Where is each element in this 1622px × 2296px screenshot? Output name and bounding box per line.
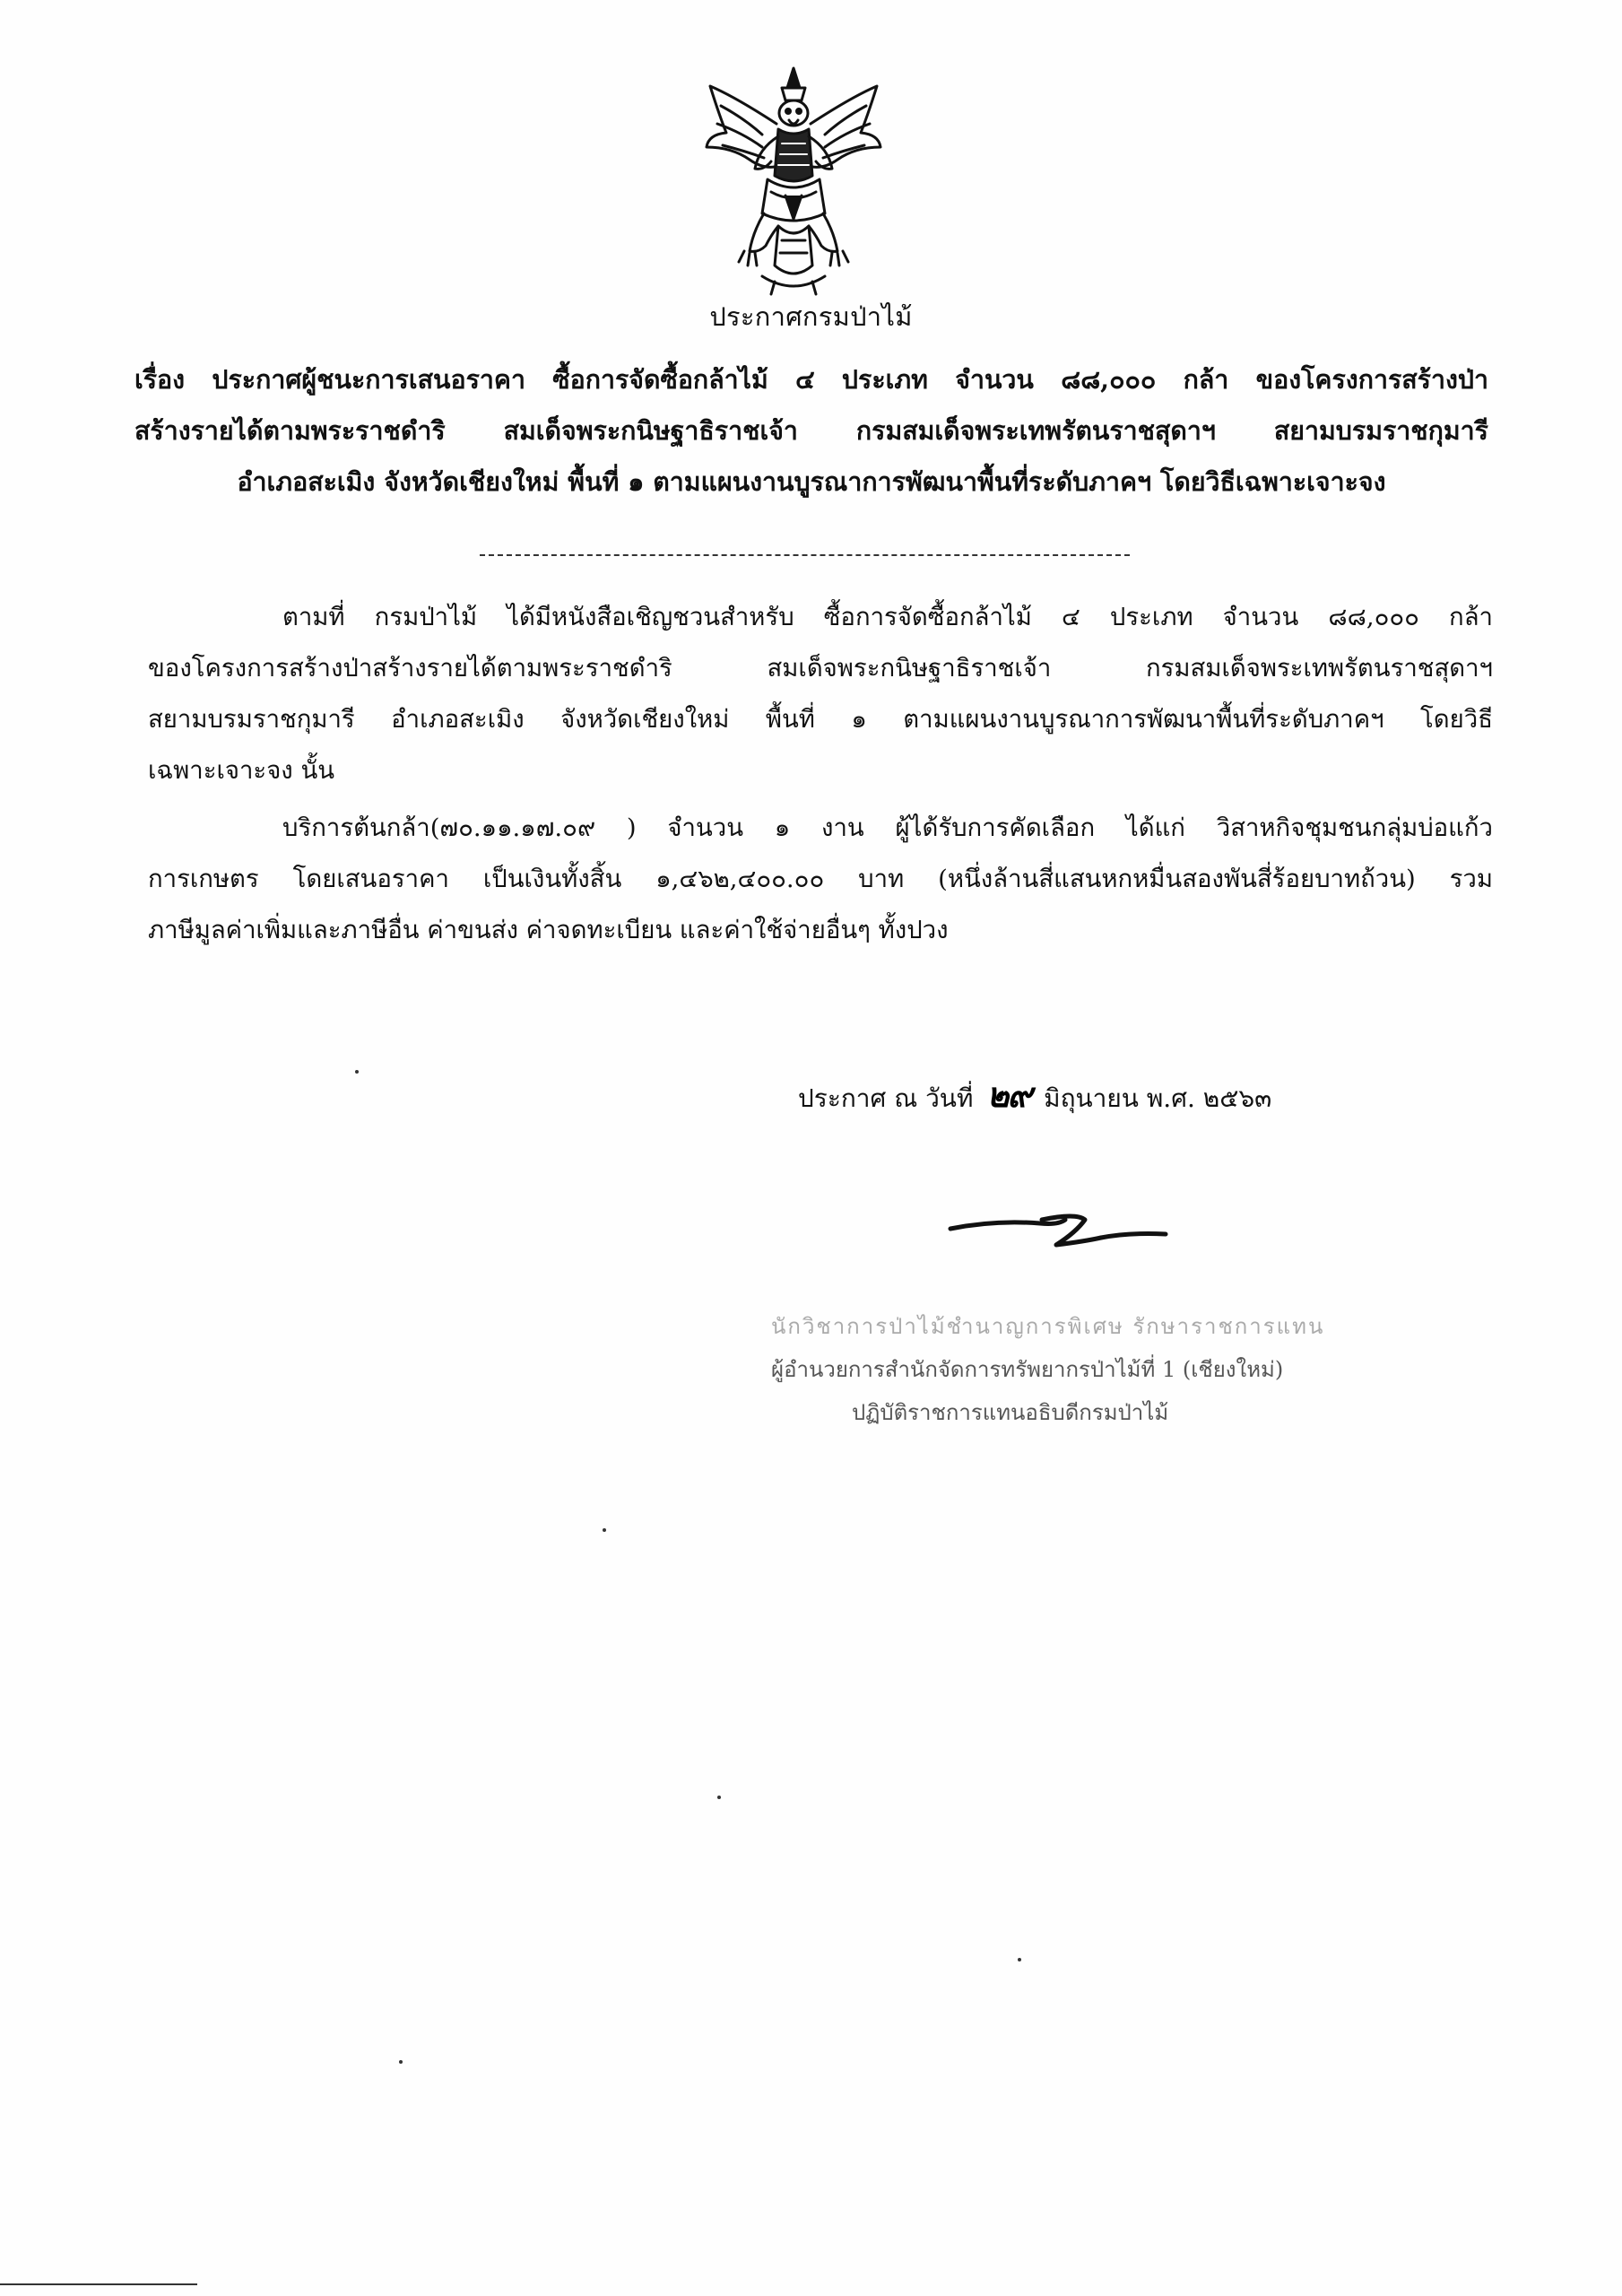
document-heading: ประกาศกรมป่าไม้	[709, 301, 913, 332]
signatory-line-1: นักวิชาการป่าไม้ชำนาญการพิเศษ รักษาราชการแทน	[771, 1314, 1325, 1339]
paragraph1-line-4: เฉพาะเจาะจง นั้น	[148, 756, 335, 785]
date-day-handwritten: ๒๙	[986, 1074, 1031, 1115]
dashed-divider	[480, 554, 1130, 556]
subject-line-3: อำเภอสะเมิง จังหวัดเชียงใหม่ พื้นที่ ๑ ตามแผนงานบูรณาการพัฒนาพื้นที่ระดับภาคฯ โดยวิธีเฉพาะเจาะจง	[237, 466, 1386, 497]
paragraph1-line-2: ของโครงการสร้างป่าสร้างรายได้ตามพระราชดำริ สมเด็จพระกนิษฐาธิราชเจ้า กรมสมเด็จพระเทพรัตนราชสุดาฯ	[148, 654, 1493, 683]
paragraph2-line-3: ภาษีมูลค่าเพิ่มและภาษีอื่น ค่าขนส่ง ค่าจดทะเบียน และค่าใช้จ่ายอื่นๆ ทั้งปวง	[148, 916, 949, 944]
announcement-date	[798, 1067, 1271, 1122]
paragraph1-line-3: สยามบรมราชกุมารี อำเภอสะเมิง จังหวัดเชียงใหม่ พื้นที่ ๑ ตามแผนงานบูรณาการพัฒนาพื้นที่ระดับภาคฯ โดยวิธี	[148, 705, 1493, 734]
date-prefix: ประกาศ ณ วันที่	[798, 1083, 974, 1113]
scan-speck	[399, 2060, 403, 2064]
signatory-block	[771, 1305, 1417, 1434]
scan-speck	[603, 1528, 606, 1532]
paragraph1-line-1: ตามที่ กรมป่าไม้ ได้มีหนังสือเชิญชวนสำหรับ ซื้อการจัดซื้อกล้าไม้ ๔ ประเภท จำนวน ๘๘,๐๐๐ กล้า	[282, 603, 1493, 631]
scan-speck	[355, 1070, 359, 1074]
paragraph2-line-2: การเกษตร โดยเสนอราคา เป็นเงินทั้งสิ้น ๑,๔๖๒,๔๐๐.๐๐ บาท (หนึ่งล้านสี่แสนหกหมื่นสองพันสี่ร้อยบาทถ้วน) รวม	[148, 865, 1493, 893]
scan-speck	[717, 1796, 721, 1799]
subject-block	[134, 354, 1488, 508]
scan-speck	[1018, 1958, 1021, 1961]
garuda-emblem-icon	[699, 61, 888, 299]
handwritten-signature	[941, 1193, 1175, 1274]
paragraph-announcement	[148, 592, 1493, 796]
signatory-line-2: ผู้อำนวยการสำนักจัดการทรัพยากรป่าไม้ที่ 1 (เชียงใหม่)	[771, 1357, 1284, 1382]
paragraph-award	[148, 803, 1493, 956]
scan-edge-line	[0, 2283, 197, 2285]
paragraph2-line-1: บริการต้นกล้า(๗๐.๑๑.๑๗.๐๙ ) จำนวน ๑ งาน ผู้ได้รับการคัดเลือก ได้แก่ วิสาหกิจชุมชนกลุ่มบ่อแก้ว	[282, 813, 1493, 842]
signatory-line-3: ปฏิบัติราชการแทนอธิบดีกรมป่าไม้	[852, 1400, 1169, 1425]
subject-line-2: สร้างรายได้ตามพระราชดำริ สมเด็จพระกนิษฐาธิราชเจ้า กรมสมเด็จพระเทพรัตนราชสุดาฯ สยามบรมราชกุมารี	[134, 415, 1488, 446]
subject-line-1: เรื่อง ประกาศผู้ชนะการเสนอราคา ซื้อการจัดซื้อกล้าไม้ ๔ ประเภท จำนวน ๘๘,๐๐๐ กล้า ของโครงการสร้างป่า	[134, 364, 1488, 395]
date-suffix: มิถุนายน พ.ศ. ๒๕๖๓	[1044, 1083, 1272, 1113]
